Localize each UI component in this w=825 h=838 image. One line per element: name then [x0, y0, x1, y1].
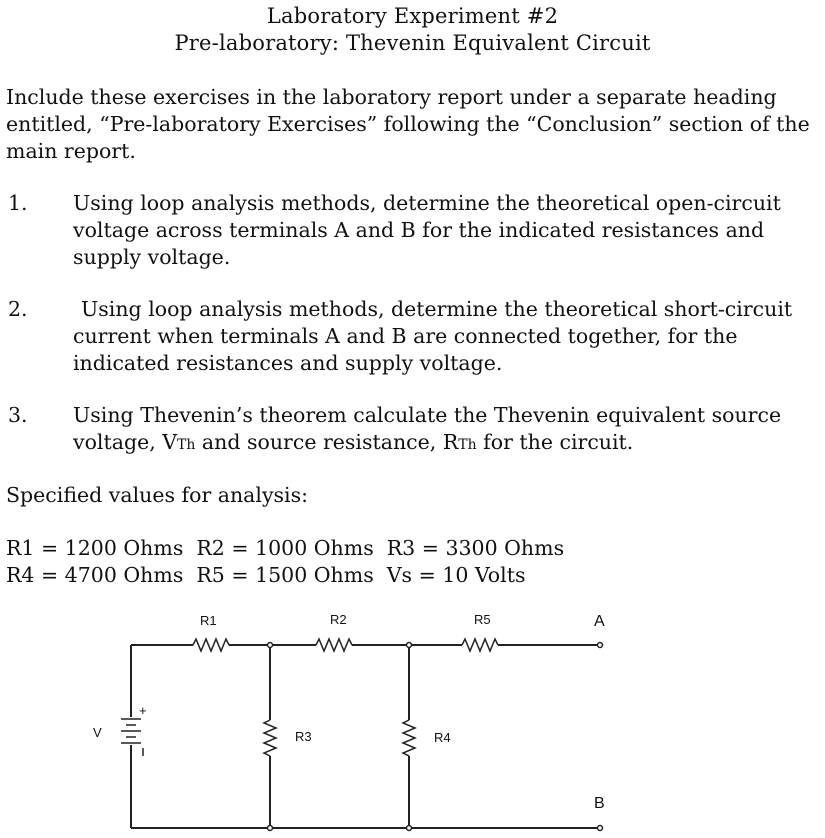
resistor-r5	[462, 639, 498, 651]
circuit-diagram	[0, 600, 825, 838]
exercise-3-part-b: and source resistance, R	[195, 430, 459, 454]
node-r4-top	[407, 643, 412, 648]
label-terminal-b: B	[594, 795, 605, 812]
node-r3-bottom	[268, 826, 273, 831]
exercise-1-number: 1.	[8, 191, 28, 215]
exercise-2-body: Using loop analysis methods, determine the theoretical short-circuit current when terminals A and B are connected together, for the indicated resistances and supply voltage.	[73, 297, 793, 375]
intro-paragraph: Include these exercises in the laboratory report under a separate heading entitled, “Pre-laboratory Exercises” following the “Conclusion” section of the main report.	[6, 85, 810, 163]
exercise-3-text	[73, 402, 823, 459]
label-r2: R2	[330, 612, 347, 627]
resistor-r2	[316, 639, 352, 651]
node-r3-top	[268, 643, 273, 648]
exercise-3-part-c: for the circuit.	[476, 430, 634, 454]
exercise-2-number: 2.	[8, 297, 28, 321]
specified-row-2: R4 = 4700 Ohms R5 = 1500 Ohms Vs = 10 Volts	[6, 563, 526, 587]
label-r3: R3	[295, 729, 312, 744]
label-r5: R5	[474, 612, 491, 627]
exercise-2-text	[73, 296, 823, 377]
label-v: V	[93, 725, 102, 740]
resistor-r3	[264, 720, 276, 756]
node-r4-bottom	[407, 826, 412, 831]
title-line-2: Pre-laboratory: Thevenin Equivalent Circuit	[174, 31, 651, 55]
exercise-3-number: 3.	[8, 403, 28, 427]
label-terminal-a: A	[594, 613, 605, 630]
resistor-r4	[403, 720, 415, 756]
exercise-3-part-a: Using Thevenin’s theorem calculate the Thevenin equivalent source voltage, V	[73, 403, 782, 454]
resistor-r1	[193, 639, 229, 651]
specified-row-1: R1 = 1200 Ohms R2 = 1000 Ohms R3 = 3300 Ohms	[6, 536, 565, 560]
exercise-1-text: Using loop analysis methods, determine the theoretical open-circuit voltage across terminals A and B for the indicated resistances and supply voltage.	[73, 191, 781, 269]
label-plus: +	[139, 703, 147, 718]
label-r1: R1	[200, 613, 217, 628]
label-r4: R4	[434, 730, 451, 745]
terminal-b-node	[598, 826, 603, 831]
terminal-a-node	[598, 643, 603, 648]
specified-heading: Specified values for analysis:	[6, 483, 309, 507]
rth-subscript: Th	[458, 437, 477, 453]
vth-subscript: Th	[177, 437, 196, 453]
title-line-1: Laboratory Experiment #2	[266, 4, 559, 28]
